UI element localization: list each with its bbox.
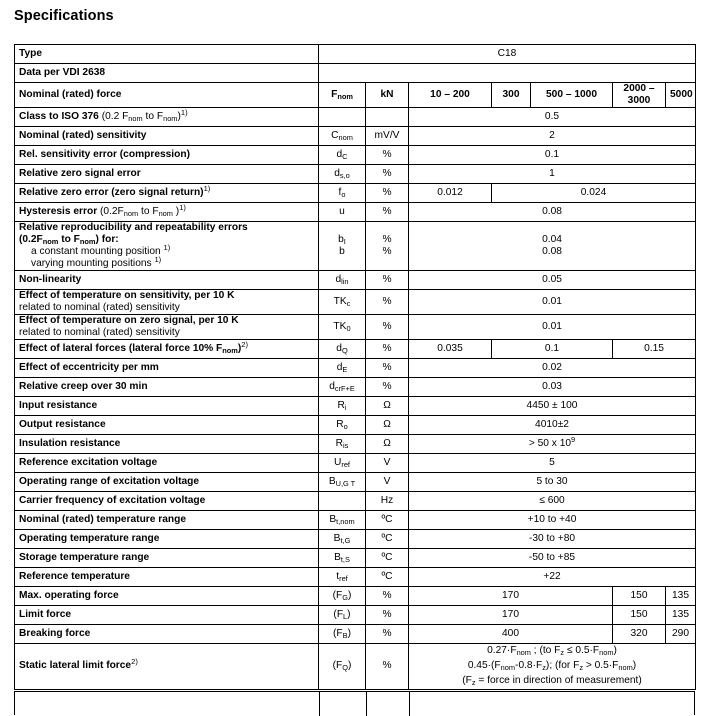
table-row (15, 315, 696, 340)
symbol-cnom: Cnom (319, 127, 366, 146)
table-row (15, 271, 696, 290)
symbol-dcrfe: dcrF+E (319, 378, 366, 397)
symbol-ri: Ri (319, 397, 366, 416)
symbol-b-stack: bI b (319, 222, 366, 271)
row-label-temp-zero-signal: Effect of temperature on zero signal, per 10 K related to nominal (rated) sensitivity (15, 315, 319, 340)
row-value-output-resistance: 4010±2 (409, 416, 696, 435)
row-value-static-lateral-formula: 0.27·Fnom ; (to Fz ≤ 0.5·Fnom) 0.45·(Fnom-0.8·Fz); (for Fz > 0.5·Fnom) (Fz = force in direction of measurement) (409, 644, 696, 689)
row-label-breaking-force: Breaking force (15, 625, 319, 644)
unit-kn: kN (366, 83, 409, 108)
symbol-tref: tref (319, 568, 366, 587)
row-label-eccentricity: Effect of eccentricity per mm (15, 359, 319, 378)
row-value-rel-zero-error-b: 0.024 (492, 184, 696, 203)
symbol-fnom: Fnom (319, 83, 366, 108)
symbol-dso: ds,o (319, 165, 366, 184)
table-next-row-partial (14, 691, 695, 715)
row-value-reference-temperature: +22 (409, 568, 696, 587)
row-label-reference-temperature: Reference temperature (15, 568, 319, 587)
row-value-lateral-a: 0.035 (409, 340, 492, 359)
unit-celsius: ºC (366, 530, 409, 549)
row-value-limit-force-c: 135 (666, 606, 696, 625)
row-label-output-resistance: Output resistance (15, 416, 319, 435)
force-col-1: 10 – 200 (409, 83, 492, 108)
table-row (15, 290, 696, 315)
row-value-operating-temp-range: -30 to +80 (409, 530, 696, 549)
unit-percent: % (366, 290, 409, 315)
table-row (15, 184, 696, 203)
table-row (15, 222, 696, 271)
table-row (15, 644, 696, 689)
row-label-rel-zero-signal-error: Relative zero signal error (15, 165, 319, 184)
row-value-rel-zero-error-a: 0.012 (409, 184, 492, 203)
row-label-static-lateral-limit-force: Static lateral limit force$^{2)}$ (15, 644, 319, 689)
row-label-temp-sensitivity: Effect of temperature on sensitivity, per 10 K related to nominal (rated) sensitivity (15, 290, 319, 315)
unit-empty (366, 108, 409, 127)
row-value-insulation-resistance: > 50 x $10^9$ (409, 435, 696, 454)
table-row (15, 64, 696, 83)
unit-percent: % (366, 625, 409, 644)
row-value-temp-zero-signal: 0.01 (409, 315, 696, 340)
symbol-tkc: TKc (319, 290, 366, 315)
row-value-ref-excitation-voltage: 5 (409, 454, 696, 473)
row-value-max-force-c: 135 (666, 587, 696, 606)
row-value-temp-sensitivity: 0.01 (409, 290, 696, 315)
symbol-dlin: dlin (319, 271, 366, 290)
row-value-class-iso376: 0.5 (409, 108, 696, 127)
row-label-insulation-resistance: Insulation resistance (15, 435, 319, 454)
row-value-breaking-force-b: 320 (613, 625, 666, 644)
row-label-input-resistance: Input resistance (15, 397, 319, 416)
row-value-storage-temp-range: -50 to +85 (409, 549, 696, 568)
table-row (15, 108, 696, 127)
symbol-fg: (FG) (319, 587, 366, 606)
symbol-ris: Ris (319, 435, 366, 454)
column-divider (409, 692, 410, 716)
row-value-lateral-c: 0.15 (613, 340, 696, 359)
table-row (15, 568, 696, 587)
row-label-rel-sensitivity-error: Rel. sensitivity error (compression) (15, 146, 319, 165)
row-value-non-linearity: 0.05 (409, 271, 696, 290)
row-value-lateral-b: 0.1 (492, 340, 613, 359)
table-row (15, 473, 696, 492)
unit-percent-stack: % % (366, 222, 409, 271)
unit-percent: % (366, 587, 409, 606)
row-value-breaking-force-a: 400 (409, 625, 613, 644)
table-row (15, 397, 696, 416)
table-row (15, 530, 696, 549)
row-label-carrier-frequency: Carrier frequency of excitation voltage (15, 492, 319, 511)
table-row (15, 165, 696, 184)
table-row (15, 511, 696, 530)
table-row (15, 378, 696, 397)
unit-ohm: Ω (366, 416, 409, 435)
row-label-limit-force: Limit force (15, 606, 319, 625)
table-row (15, 127, 696, 146)
table-row (15, 45, 696, 64)
row-value-max-force-b: 150 (613, 587, 666, 606)
symbol-fq: (FQ) (319, 644, 366, 689)
row-value-operating-range-excitation: 5 to 30 (409, 473, 696, 492)
row-label-rel-zero-error: Relative zero error (zero signal return)$^{1)}$ (15, 184, 319, 203)
symbol-bts: Bt,S (319, 549, 366, 568)
table-row (15, 416, 696, 435)
row-label-reproducibility: Relative reproducibility and repeatability errors (0.2Fnom to Fnom) for: a constant mounting position $^{1)}$ varying mounting positions $^{1)}$ (15, 222, 319, 271)
row-value-type: C18 (319, 45, 696, 64)
row-value-carrier-frequency: ≤ 600 (409, 492, 696, 511)
symbol-dq: dQ (319, 340, 366, 359)
table-row (15, 625, 696, 644)
page-title: Specifications (14, 8, 114, 24)
table-row (15, 340, 696, 359)
symbol-fb: (FB) (319, 625, 366, 644)
column-divider (319, 692, 320, 716)
row-label-nominal-temp-range: Nominal (rated) temperature range (15, 511, 319, 530)
unit-ohm: Ω (366, 435, 409, 454)
row-label-type: Type (15, 45, 319, 64)
row-value-reproducibility: 0.04 0.08 (409, 222, 696, 271)
row-value-rel-zero-signal-error: 1 (409, 165, 696, 184)
unit-percent: % (366, 359, 409, 378)
unit-percent: % (366, 271, 409, 290)
table-row (15, 359, 696, 378)
symbol-fo: fo (319, 184, 366, 203)
row-label-nominal-force: Nominal (rated) force (15, 83, 319, 108)
row-value-hysteresis-error: 0.08 (409, 203, 696, 222)
unit-ohm: Ω (366, 397, 409, 416)
row-label-hysteresis-error: Hysteresis error (0.2Fnom to Fnom )$^{1)}$ (15, 203, 319, 222)
symbol-u: u (319, 203, 366, 222)
unit-celsius: ºC (366, 568, 409, 587)
table-row (15, 492, 696, 511)
row-label-max-operating-force: Max. operating force (15, 587, 319, 606)
row-value-limit-force-a: 170 (409, 606, 613, 625)
row-value-limit-force-b: 150 (613, 606, 666, 625)
table-row (15, 587, 696, 606)
row-label-data-per-vdi: Data per VDI 2638 (15, 64, 319, 83)
symbol-ro: Ro (319, 416, 366, 435)
column-divider (366, 692, 367, 716)
table-row (15, 146, 696, 165)
row-value-relative-creep: 0.03 (409, 378, 696, 397)
specifications-table (14, 44, 696, 690)
row-value-breaking-force-c: 290 (666, 625, 696, 644)
row-label-lateral-forces: Effect of lateral forces (lateral force 10% Fnom)$^{2)}$ (15, 340, 319, 359)
unit-percent: % (366, 146, 409, 165)
row-label-relative-creep: Relative creep over 30 min (15, 378, 319, 397)
force-col-2: 300 (492, 83, 531, 108)
unit-percent: % (366, 165, 409, 184)
row-label-class-iso376: Class to ISO 376 (0.2 Fnom to Fnom)$^{1)}$ (15, 108, 319, 127)
force-col-5: 5000 (666, 83, 696, 108)
symbol-btg: Bt,G (319, 530, 366, 549)
table-row-header-force (15, 83, 696, 108)
row-label-non-linearity: Non-linearity (15, 271, 319, 290)
row-label-ref-excitation-voltage: Reference excitation voltage (15, 454, 319, 473)
table-row (15, 203, 696, 222)
unit-percent: % (366, 203, 409, 222)
unit-percent: % (366, 340, 409, 359)
unit-mvv: mV/V (366, 127, 409, 146)
unit-percent: % (366, 378, 409, 397)
table-row (15, 454, 696, 473)
row-label-operating-range-excitation: Operating range of excitation voltage (15, 473, 319, 492)
symbol-uref: Uref (319, 454, 366, 473)
table-row (15, 435, 696, 454)
row-value-input-resistance: 4450 ± 100 (409, 397, 696, 416)
symbol-empty (319, 108, 366, 127)
row-value-nominal-sensitivity: 2 (409, 127, 696, 146)
unit-volt: V (366, 454, 409, 473)
symbol-btnom: Bt,nom (319, 511, 366, 530)
unit-percent: % (366, 184, 409, 203)
unit-percent: % (366, 606, 409, 625)
unit-hz: Hz (366, 492, 409, 511)
row-value-max-force-a: 170 (409, 587, 613, 606)
specifications-table-wrapper (14, 44, 695, 690)
row-value-eccentricity: 0.02 (409, 359, 696, 378)
row-label-nominal-sensitivity: Nominal (rated) sensitivity (15, 127, 319, 146)
symbol-fl: (FL) (319, 606, 366, 625)
row-value-data-per-vdi (319, 64, 696, 83)
table-row (15, 549, 696, 568)
symbol-empty (319, 492, 366, 511)
force-col-3: 500 – 1000 (531, 83, 613, 108)
unit-celsius: ºC (366, 511, 409, 530)
unit-percent: % (366, 315, 409, 340)
symbol-bugt: BU,G T (319, 473, 366, 492)
row-value-nominal-temp-range: +10 to +40 (409, 511, 696, 530)
unit-percent: % (366, 644, 409, 689)
force-col-4: 2000 – 3000 (613, 83, 666, 108)
symbol-dc: dC (319, 146, 366, 165)
symbol-tk0: TK0 (319, 315, 366, 340)
table-row (15, 606, 696, 625)
unit-volt: V (366, 473, 409, 492)
symbol-de: dE (319, 359, 366, 378)
row-label-storage-temp-range: Storage temperature range (15, 549, 319, 568)
row-value-rel-sensitivity-error: 0.1 (409, 146, 696, 165)
unit-celsius: ºC (366, 549, 409, 568)
row-label-operating-temp-range: Operating temperature range (15, 530, 319, 549)
